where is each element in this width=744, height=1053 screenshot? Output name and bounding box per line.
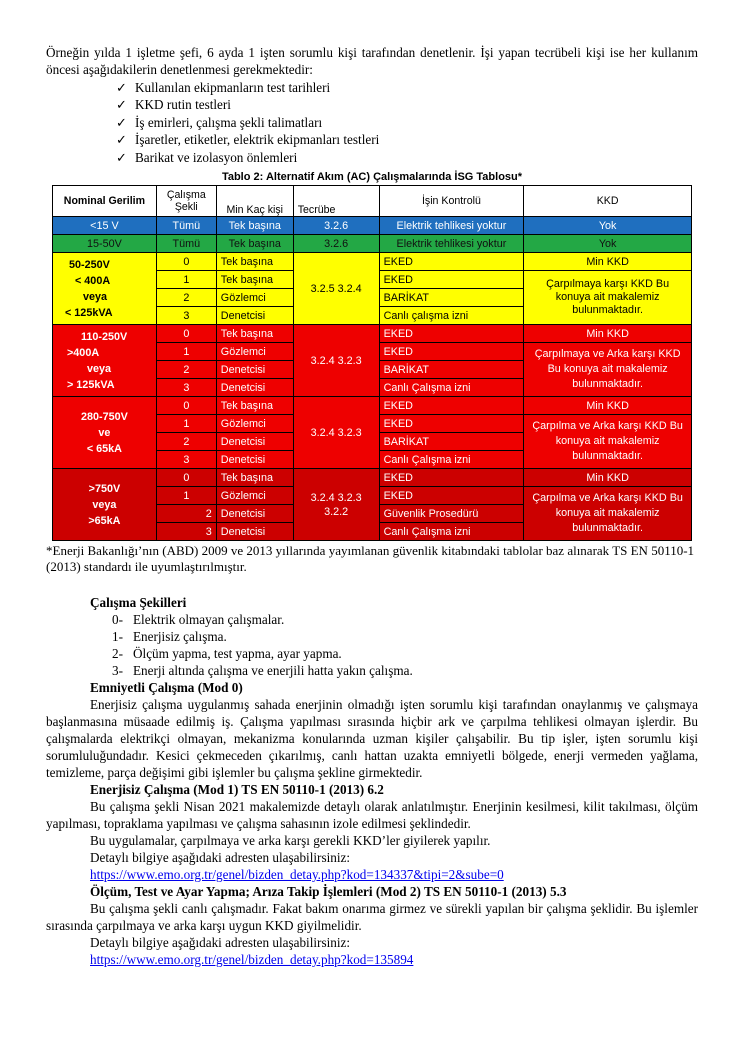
header-kkd: KKD [524,186,692,217]
cell-persons: Tek başına [216,235,293,253]
list-item: 2- Ölçüm yapma, test yapma, ayar yapma. [112,646,342,662]
section-heading: Çalışma Şekilleri [90,595,187,611]
cell-voltage-group: >750V veya >65kA [53,469,157,541]
cell-persons: Tek başına [216,253,293,271]
cell-kontrol: BARİKAT [379,289,524,307]
cell-kontrol: Canlı Çalışma izni [379,523,524,541]
section-heading: Enerjisiz Çalışma (Mod 1) TS EN 50110-1 (2013) 6.2 [90,782,384,798]
checklist-item: ✓ Barikat ve izolasyon önlemleri [116,149,298,165]
table-row [53,469,692,487]
checkmark-icon: ✓ [116,132,128,148]
cell-persons: Denetcisi [216,379,293,397]
header-nominal: Nominal Gerilim [53,186,157,217]
cell-kontrol: EKED [379,397,524,415]
cell-voltage: 15-50V [53,235,157,253]
cell-persons: Denetcisi [216,523,293,541]
cell-mode: 2 [156,289,216,307]
section-heading: Emniyetli Çalışma (Mod 0) [90,680,243,696]
cell-tecrube: 3.2.6 [293,235,379,253]
list-item: 0- Elektrik olmayan çalışmalar. [112,612,285,628]
cell-kontrol: Elektrik tehlikesi yoktur [379,235,524,253]
cell-kkd: Çarpılma ve Arka karşı KKD Bu konuya ait makalemiz bulunmaktadır. [524,415,692,469]
header-minkac: Min Kaç kişi [216,186,293,217]
cell-persons: Gözlemci [216,289,293,307]
checklist-item: ✓ İşaretler, etiketler, elektrik ekipmanları testleri [116,132,380,148]
cell-kontrol: EKED [379,469,524,487]
cell-mode: 2 [156,433,216,451]
cell-persons: Gözlemci [216,343,293,361]
cell-kontrol: Canlı çalışma izni [379,307,524,325]
table-row [53,397,692,415]
header-sekil: Çalışma Şekli [156,186,216,217]
cell-kontrol: EKED [379,415,524,433]
cell-mode: 2 [156,361,216,379]
cell-kontrol: BARİKAT [379,361,524,379]
cell-persons: Denetcisi [216,451,293,469]
cell-persons: Denetcisi [216,361,293,379]
header-tecrube: Tecrübe [293,186,379,217]
cell-mode: 1 [156,487,216,505]
cell-mode: 3 [156,379,216,397]
cell-mode: 1 [156,271,216,289]
cell-mode: Tümü [156,235,216,253]
paragraph: Detaylı bilgiye aşağıdaki adresten ulaşabilirsiniz: [90,850,351,866]
cell-persons: Gözlemci [216,415,293,433]
cell-kontrol: Güvenlik Prosedürü [379,505,524,523]
cell-tecrube: 3.2.5 3.2.4 [293,253,379,325]
cell-voltage-group: 50-250V < 400A veya < 125kVA [53,253,157,325]
document-page [46,44,698,968]
paragraph: Bu çalışma şekli canlı çalışmadır. Fakat bakım onarıma girmez ve sürekli yapılan bir çalışma şeklidir. Bu işlemler sırasında çarpılmaya ve arka karşı uygun KKD giyilmelidir. [46,901,698,934]
table-footnote: *Enerji Bakanlığı’nın (ABD) 2009 ve 2013 yıllarında yayımlanan güvenlik kitabındaki tablolar baz alınarak TS EN 50110-1 (2013) standardı ile uyumlaştırılmıştır. [46,543,695,575]
header-kontrol: İşin Kontrolü [379,186,524,217]
cell-kkd: Min KKD [524,253,692,271]
paragraph: Bu çalışma şekli Nisan 2021 makalemizde detaylı olarak anlatılmıştır. Enerjinin kesilmesi, kilit takılması, ölçüm yapılması, topraklama yapılması ve çalışma sahasının izole edilmesi şeklindedir. [46,799,698,832]
paragraph: Detaylı bilgiye aşağıdaki adresten ulaşabilirsiniz: [90,935,351,951]
cell-mode: 0 [156,469,216,487]
cell-tecrube: 3.2.4 3.2.3 [293,397,379,469]
table-row [53,217,692,235]
isg-table [52,185,692,541]
cell-kontrol: EKED [379,325,524,343]
table-row [53,325,692,343]
checklist-item: ✓ İş emirleri, çalışma şekli talimatları [116,114,323,130]
cell-tecrube: 3.2.4 3.2.3 3.2.2 [293,469,379,541]
checklist-item: ✓ KKD rutin testleri [116,97,231,113]
cell-persons: Denetcisi [216,505,293,523]
cell-mode: 1 [156,343,216,361]
cell-kkd: Yok [524,217,692,235]
table-row [53,235,692,253]
cell-kontrol: Canlı Çalışma izni [379,379,524,397]
checkmark-icon: ✓ [116,80,128,95]
checklist-item: ✓ Kullanılan ekipmanların test tarihleri [116,80,331,95]
checkmark-icon: ✓ [116,114,128,130]
intro-paragraph: Örneğin yılda 1 işletme şefi, 6 ayda 1 işten sorumlu kişi tarafından denetlenir. İşi yapan tecrübeli kişi ise her kullanım öncesi aşağıdakilerin denetlenmesi gerekmektedir: [46,45,698,77]
cell-kontrol: EKED [379,253,524,271]
cell-kkd: Yok [524,235,692,253]
cell-persons: Tek başına [216,325,293,343]
cell-persons: Tek başına [216,397,293,415]
cell-voltage-group: 110-250V >400A veya > 125kVA [53,325,157,397]
checkmark-icon: ✓ [116,149,128,165]
cell-voltage: <15 V [53,217,157,235]
cell-persons: Tek başına [216,469,293,487]
cell-mode: 0 [156,325,216,343]
cell-mode: 3 [156,523,216,541]
cell-persons: Tek başına [216,271,293,289]
cell-kontrol: Canlı Çalışma izni [379,451,524,469]
cell-kontrol: BARİKAT [379,433,524,451]
cell-kontrol: EKED [379,343,524,361]
cell-tecrube: 3.2.4 3.2.3 [293,325,379,397]
paragraph: Enerjisiz çalışma uygulanmış sahada enerjinin olmadığı işten sorumlu kişi tarafından onaylanmış ve çalışmaya başlanmasına müsaade edilmiş iş. Çalışma yapılması sırasında hiçbir ark ve çarpılma tehlikesi olmayan işlerdir. Bu çalışmalarda elektrikçi olmayan, mekanizma konularında uzman kişiler çalışabilir. Bu tip işler, işten sorumlu kişi sorumluluğundadır. Kesici çekmeceden çıkarılmış, canlı hattan uzakta emniyetli bölgede, enerji vermeden yağlama, temizleme, parça değişimi gibi işlemler bu çalışma şekline girmektedir. [46,697,698,781]
cell-tecrube: 3.2.6 [293,217,379,235]
cell-mode: 0 [156,253,216,271]
link-mod2[interactable]: https://www.emo.org.tr/genel/bizden_detay.php?kod=135894 [90,952,414,968]
section-heading: Ölçüm, Test ve Ayar Yapma; Arıza Takip İşlemleri (Mod 2) TS EN 50110-1 (2013) 5.3 [90,884,567,900]
cell-kkd: Çarpılma ve Arka karşı KKD Bu konuya ait makalemiz bulunmaktadır. [524,487,692,541]
cell-voltage-group: 280-750V ve < 65kA [53,397,157,469]
table-row [53,253,692,271]
cell-kontrol: EKED [379,271,524,289]
cell-mode: 0 [156,397,216,415]
link-mod1[interactable]: https://www.emo.org.tr/genel/bizden_detay.php?kod=134337&tipi=2&sube=0 [90,867,504,883]
checkmark-icon: ✓ [116,97,128,113]
cell-kkd: Min KKD [524,469,692,487]
cell-persons: Denetcisi [216,307,293,325]
modes-section [46,594,698,968]
cell-mode: 3 [156,307,216,325]
checklist [46,79,698,166]
cell-kkd: Çarpılmaya karşı KKD Bu konuya ait makalemiz bulunmaktadır. [524,271,692,325]
cell-kontrol: Elektrik tehlikesi yoktur [379,217,524,235]
cell-persons: Gözlemci [216,487,293,505]
cell-kontrol: EKED [379,487,524,505]
cell-kkd: Min KKD [524,325,692,343]
table-header-row [53,186,692,217]
cell-mode: Tümü [156,217,216,235]
cell-persons: Tek başına [216,217,293,235]
cell-mode: 3 [156,451,216,469]
cell-kkd: Çarpılmaya ve Arka karşı KKD Bu konuya ait makalemiz bulunmaktadır. [524,343,692,397]
table-caption: Tablo 2: Alternatif Akım (AC) Çalışmalarında İSG Tablosu* [221,171,523,184]
paragraph: Bu uygulamalar, çarpılmaya ve arka karşı gerekli KKD’ler giyilerek yapılır. [90,833,491,849]
cell-mode: 1 [156,415,216,433]
list-item: 1- Enerjisiz çalışma. [112,629,227,645]
modes-list [46,611,698,679]
cell-mode: 2 [156,505,216,523]
list-item: 3- Enerji altında çalışma ve enerjili hatta yakın çalışma. [112,663,413,679]
cell-kkd: Min KKD [524,397,692,415]
cell-persons: Denetcisi [216,433,293,451]
